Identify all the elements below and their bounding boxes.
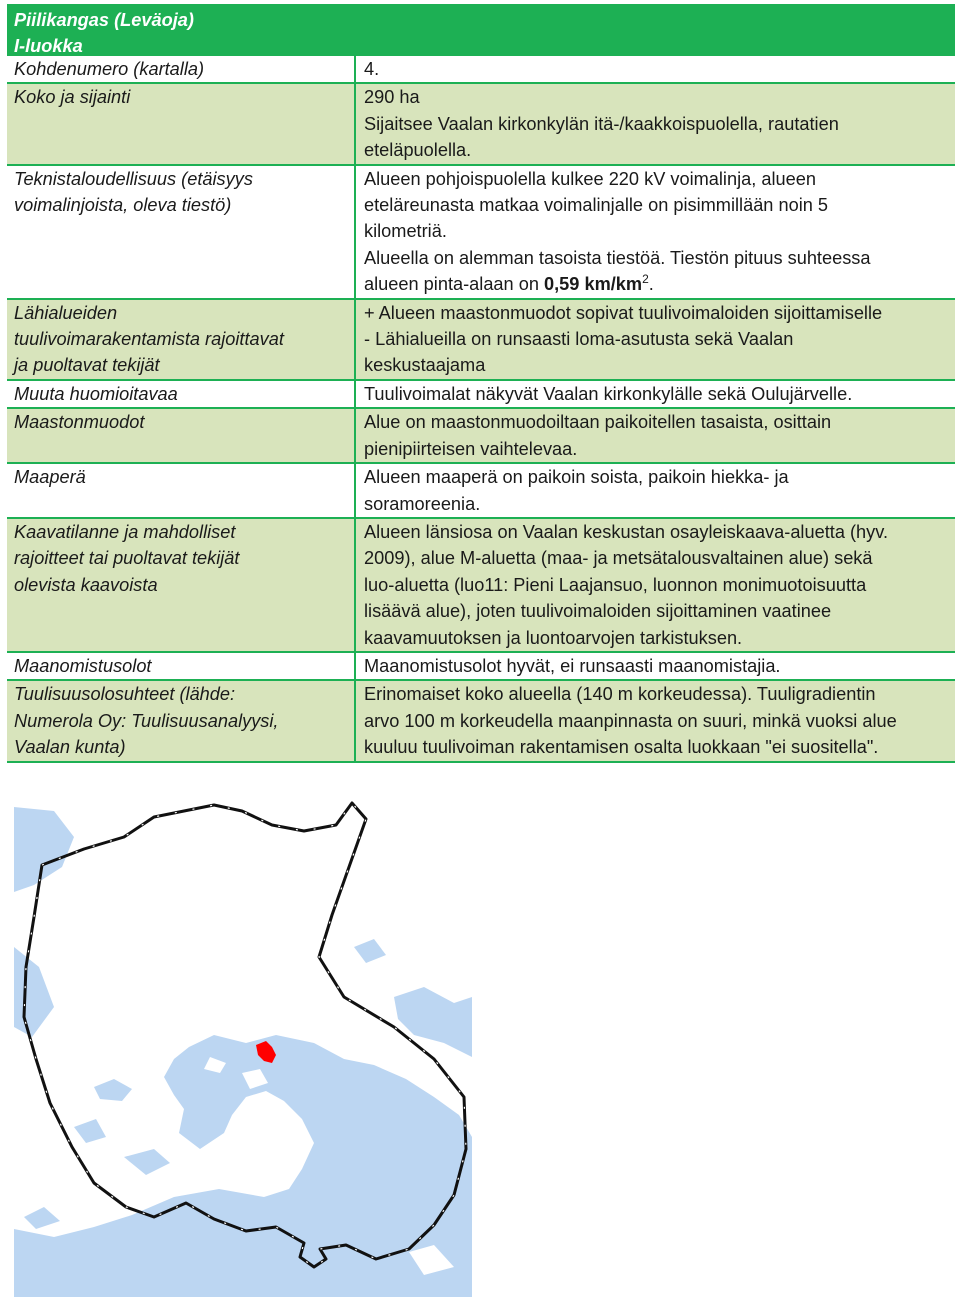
location-map <box>14 797 472 1297</box>
row-value: 4. <box>364 59 380 79</box>
site-class: I-luokka <box>14 36 83 56</box>
row-value: Alue on maastonmuodoiltaan paikoitellen tasaista, osittain pienipiirteisen vaihtelevaa. <box>364 412 832 459</box>
row-label: Lähialueiden tuulivoimarakentamista rajoittavat ja puoltavat tekijät <box>7 299 355 380</box>
site-info-table <box>7 56 955 763</box>
site-header <box>7 4 955 56</box>
table-row <box>7 165 955 299</box>
table-row <box>7 408 955 463</box>
row-label: Muuta huomioitavaa <box>7 380 355 408</box>
row-value: Alueen maaperä on paikoin soista, paikoin hiekka- ja soramoreenia. <box>364 467 789 514</box>
row-label: Koko ja sijainti <box>7 83 355 164</box>
row-label: Maanomistusolot <box>7 652 355 680</box>
table-row <box>7 518 955 652</box>
row-label: Tuulisuusolosuhteet (lähde: Numerola Oy: Tuulisuusanalyysi, Vaalan kunta) <box>7 680 355 761</box>
table-row <box>7 380 955 408</box>
row-value: Erinomaiset koko alueella (140 m korkeudessa). Tuuligradientin arvo 100 m korkeudella maanpinnasta on suuri, minkä vuoksi alue kuuluu tuulivoiman rakentamisen osalta luokkaan "ei suositella". <box>364 684 897 758</box>
row-value: Alueen pohjoispuolella kulkee 220 kV voimalinja, alueen eteläreunasta matkaa voimalinjalle on pisimmillään noin 5 kilometriä. Alueella on alemman tasoista tiestöä. Tiestön pituus suhteessa alueen pinta-alaan on 0,59 $km/km^2$. <box>364 168 871 295</box>
info-sheet <box>7 4 955 763</box>
row-label: Kaavatilanne ja mahdolliset rajoitteet tai puoltavat tekijät olevista kaavoista <box>7 518 355 652</box>
table-row <box>7 463 955 518</box>
table-row <box>7 652 955 680</box>
row-value: Alueen länsiosa on Vaalan keskustan osayleiskaava-aluetta (hyv. 2009), alue M-aluetta (maa- ja metsätalousvaltainen alue) sekä luo-aluetta (luo11: Pieni Laajansuo, luonnon monimuotoisuutta lisäävä alue), joten tuulivoimaloiden sijoittaminen vaatinee kaavamuutoksen ja luontoarvojen tarkistuksen. <box>364 521 889 648</box>
row-value: Tuulivoimalat näkyvät Vaalan kirkonkylälle sekä Oulujärvelle. <box>364 383 853 404</box>
table-row <box>7 56 955 83</box>
row-value: 290 ha Sijaitsee Vaalan kirkonkylän itä-/kaakkoispuolella, rautatien eteläpuolella. <box>364 87 839 161</box>
row-value: Maanomistusolot hyvät, ei runsaasti maanomistajia. <box>364 655 781 676</box>
table-row <box>7 299 955 380</box>
site-title: Piilikangas (Leväoja) <box>14 10 194 30</box>
row-label: Teknistaloudellisuus (etäisyys voimalinjoista, oleva tiestö) <box>7 165 355 299</box>
table-row <box>7 83 955 164</box>
row-label: Maastonmuodot <box>7 408 355 463</box>
row-value: + Alueen maastonmuodot sopivat tuulivoimaloiden sijoittamiselle - Lähialueilla on runsaasti loma-asutusta sekä Vaalan keskustaajama <box>364 302 883 376</box>
row-label: Maaperä <box>7 463 355 518</box>
table-row <box>7 680 955 761</box>
row-label: Kohdenumero (kartalla) <box>7 56 355 83</box>
